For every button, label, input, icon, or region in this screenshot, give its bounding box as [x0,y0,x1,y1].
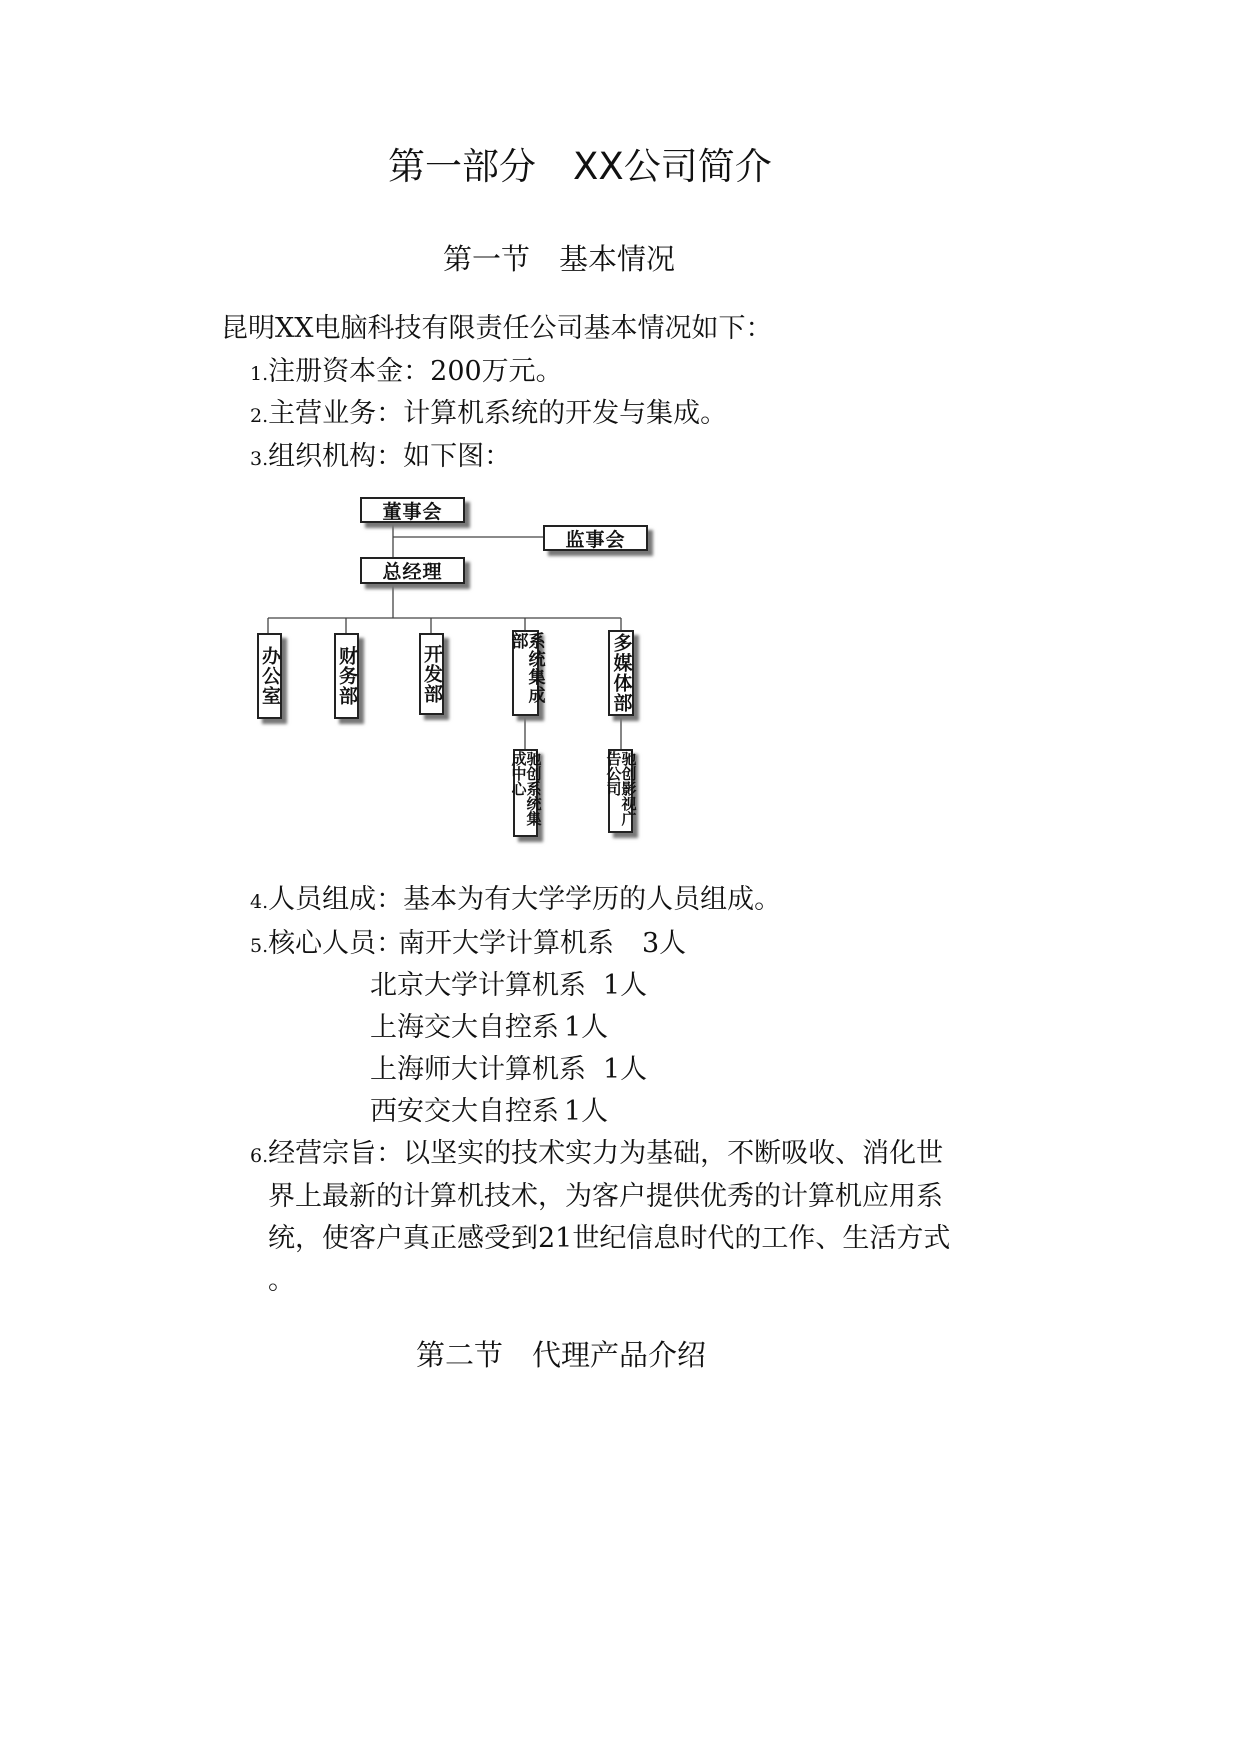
list-item-philosophy [250,1131,943,1170]
staff-school: 上海交大自控系 [370,1012,559,1043]
org-box-supervisors: 监事会 [543,525,648,551]
item-number: 3. [250,448,269,470]
org-box-finance: 财务部 [334,633,359,719]
staff-count: 1人 [564,1012,609,1043]
list-item-core-staff [250,921,403,960]
org-box-development: 开发部 [419,633,444,715]
item-text: 主营业务：计算机系统的开发与集成。 [268,398,728,429]
item-text-line: 统，使客户真正感受到21世纪信息时代的工作、生活方式 [268,1223,951,1254]
page-title: 第一部分 XX公司简介 [388,145,772,188]
staff-count: 3人 [642,928,687,959]
section-heading-products: 第二节 代理产品介绍 [416,1338,707,1372]
item-text: 注册资本金：200万元。 [268,356,563,387]
intro-text: 昆明XX电脑科技有限责任公司基本情况如下： [221,313,773,344]
staff-school: 上海师大计算机系 [370,1054,586,1085]
staff-school: 北京大学计算机系 [370,970,586,1001]
staff-school: 南开大学计算机系 [398,928,614,959]
item-text-line: 。 [268,1265,295,1296]
org-box-system-integration: 系统集成部 [512,630,539,716]
item-number: 4. [250,891,269,913]
item-number: 2. [250,405,269,427]
org-box-board: 董事会 [360,497,465,523]
item-text: 组织机构：如下图： [268,441,512,472]
item-text: 人员组成：基本为有大学学历的人员组成。 [268,884,782,915]
org-box-general-manager: 总经理 [360,557,465,584]
item-number: 1. [250,363,269,385]
item-label: 核心人员： [268,928,404,959]
staff-school: 西安交大自控系 [370,1096,559,1127]
list-item [250,877,781,916]
org-box-office: 办公室 [257,633,282,719]
staff-count: 1人 [603,970,648,1001]
org-box-integration-center: 驰创系统集成中心 [513,749,538,837]
org-box-ad-company: 驰创影视广告公司 [608,749,633,833]
item-text-line: 经营宗旨：以坚实的技术实力为基础，不断吸收、消化世 [268,1138,944,1169]
section-heading-basic-info: 第一节 基本情况 [443,242,676,276]
item-number: 5. [250,935,269,957]
item-text-line: 界上最新的计算机技术，为客户提供优秀的计算机应用系 [268,1181,943,1212]
staff-count: 1人 [603,1054,648,1085]
item-number: 6. [250,1145,269,1167]
org-box-multimedia: 多媒体部 [608,630,634,716]
staff-count: 1人 [564,1096,609,1127]
